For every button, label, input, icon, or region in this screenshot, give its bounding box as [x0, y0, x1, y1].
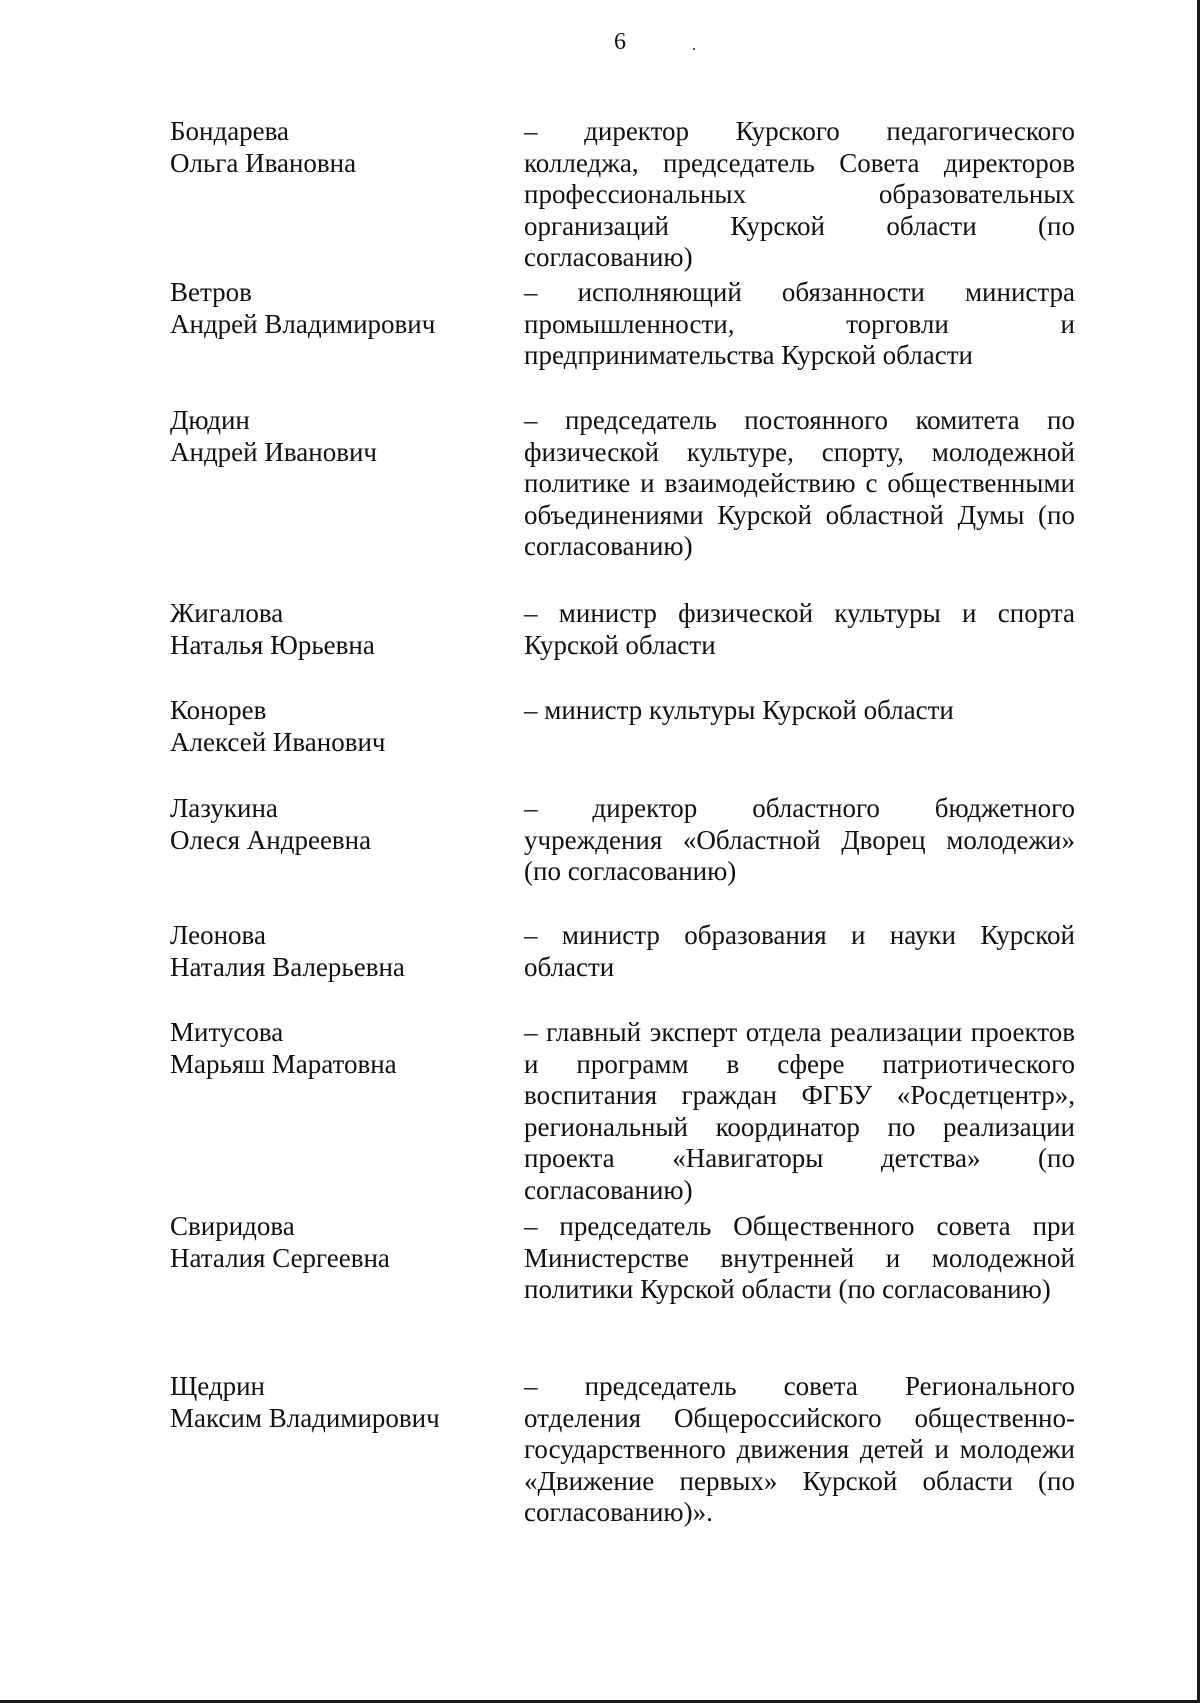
member-given-name: Алексей Иванович: [170, 726, 386, 757]
member-role: – председатель Общественного совета при Министерстве внутренней и молодежной политики Курской области (по согласованию): [524, 1211, 1075, 1305]
member-given-name: Олеся Андреевна: [170, 824, 372, 855]
member-role: – министр физической культуры и спорта Курской области: [524, 598, 1075, 660]
member-surname: Леонова: [170, 920, 266, 950]
member-surname: Жигалова: [170, 598, 284, 628]
member-surname: Митусова: [170, 1017, 284, 1047]
member-role: – председатель постоянного комитета по физической культуре, спорту, молодежной политике и взаимодействию с общественными объединениями Курской областной Думы (по согласованию): [524, 405, 1075, 562]
member-role: – министр культуры Курской области: [524, 695, 954, 725]
member-given-name: Андрей Иванович: [170, 436, 377, 467]
member-given-name: Наталия Валерьевна: [170, 951, 405, 982]
member-role: – директор Курского педагогического колледжа, председатель Совета директоров профессиональных образовательных организаций Курской области (по согласованию): [524, 116, 1075, 273]
member-given-name: Андрей Владимирович: [170, 308, 436, 339]
member-name: [170, 920, 500, 983]
member-name: [170, 793, 500, 856]
member-role: – главный эксперт отдела реализации проектов и программ в сфере патриотического воспитания граждан ФГБУ «Росдетцентр», региональный координатор по реализации проекта «Навигаторы детства» (по согласованию): [524, 1017, 1075, 1205]
member-name: [170, 1371, 500, 1434]
member-given-name: Наталия Сергеевна: [170, 1242, 390, 1273]
member-name: [170, 1017, 500, 1080]
member-given-name: Наталья Юрьевна: [170, 629, 375, 660]
member-role: – министр образования и науки Курской области: [524, 920, 1075, 982]
member-surname: Дюдин: [170, 405, 250, 435]
member-name: [170, 598, 500, 661]
member-given-name: Ольга Ивановна: [170, 147, 357, 178]
page-number: 6: [614, 29, 626, 55]
member-given-name: Марьяш Маратовна: [170, 1048, 397, 1079]
member-surname: Ветров: [170, 277, 252, 307]
member-role: – председатель совета Регионального отделения Общероссийского общественно-государственного движения детей и молодежи «Движение первых» Курской области (по согласованию)».: [524, 1371, 1075, 1528]
member-name: [170, 1211, 500, 1274]
member-surname: Щедрин: [170, 1371, 266, 1401]
member-surname: Конорев: [170, 695, 267, 725]
member-name: [170, 695, 500, 758]
member-surname: Лазукина: [170, 793, 278, 823]
member-given-name: Максим Владимирович: [170, 1402, 440, 1433]
member-role: – исполняющий обязанности министра промышленности, торговли и предпринимательства Курской области: [524, 277, 1075, 371]
member-role: – директор областного бюджетного учреждения «Областной Дворец молодежи» (по согласованию): [524, 793, 1075, 887]
member-surname: Свиридова: [170, 1211, 295, 1241]
member-surname: Бондарева: [170, 116, 290, 146]
member-name: [170, 277, 500, 340]
member-name: [170, 405, 500, 468]
scan-speck: [693, 48, 695, 50]
member-name: [170, 116, 500, 179]
